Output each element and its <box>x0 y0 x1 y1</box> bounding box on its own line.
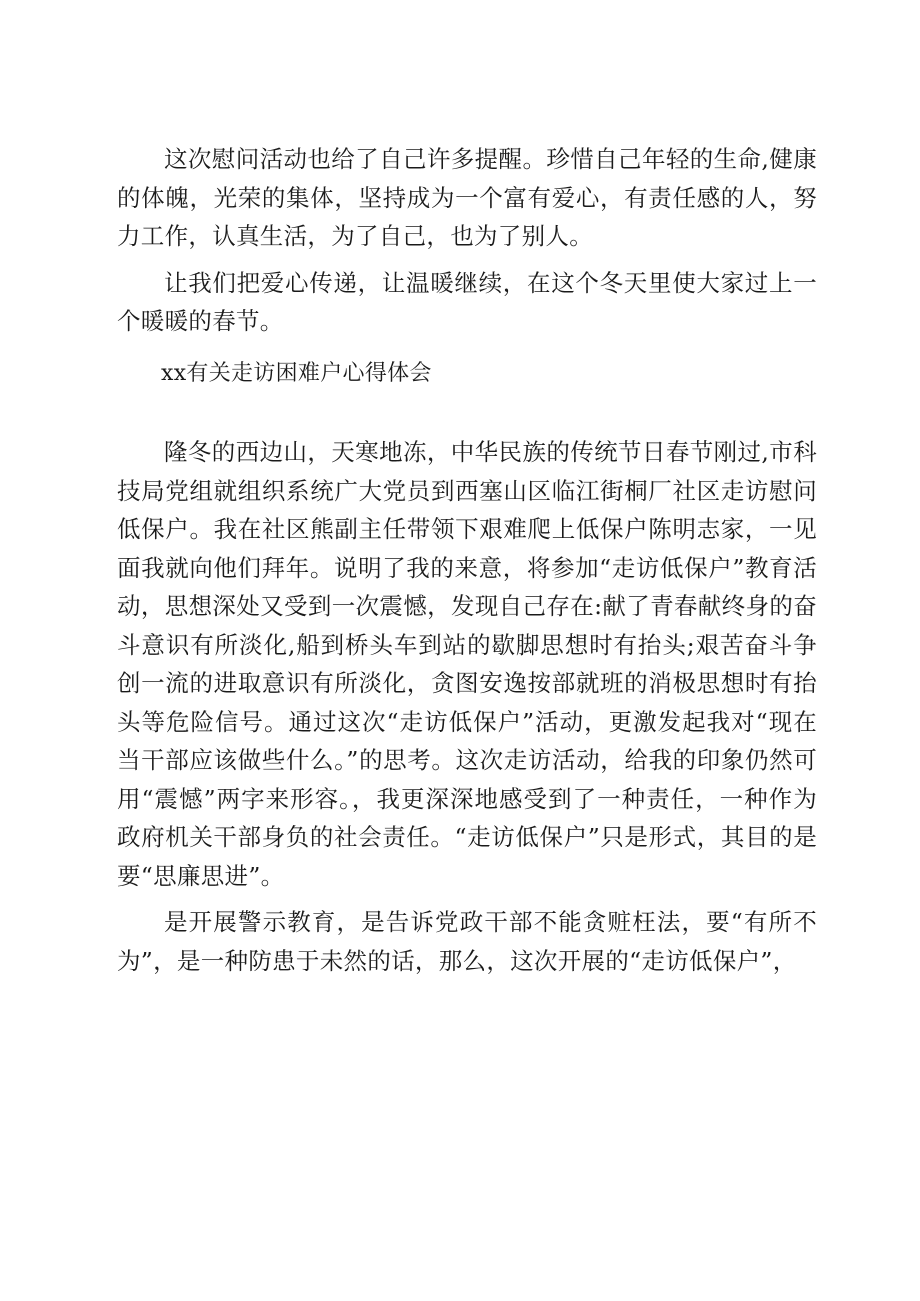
paragraph-warning-education: 是开展警示教育，是告诉党政干部不能贪赃枉法，要“有所不为”，是一种防患于未然的话，那么，这次开展的“走访低保户”， <box>117 908 817 975</box>
paragraph-love-warmth: 让我们把爱心传递，让温暖继续，在这个冬天里使大家过上一个暖暖的春节。 <box>117 268 817 335</box>
paragraph-visit-account: 隆冬的西边山，天寒地冻，中华民族的传统节日春节刚过,市科技局党组就组织系统广大党员到西塞山区临江街桐厂社区走访慰问低保户。我在社区熊副主任带领下艰难爬上低保户陈明志家，一见面我就向他们拜年。说明了我的来意，将参加“走访低保户”教育活动，思想深处又受到一次震憾，发现自己存在:献了青春献终身的奋斗意识有所淡化,船到桥头车到站的歇脚思想时有抬头;艰苦奋斗争创一流的进取意识有所淡化，贪图安逸按部就班的消极思想时有抬头等危险信号。通过这次“走访低保户”活动，更激发起我对“现在当干部应该做些什么。”的思考。这次走访活动，给我的印象仍然可用“震憾”两字来形容。，我更深深地感受到了一种责任，一种作为政府机关干部身负的社会责任。“走访低保户”只是形式，其目的是要“思廉思进”。 <box>117 438 817 890</box>
section-heading: xx有关走访困难户心得体会 <box>161 360 432 386</box>
paragraph-reminder: 这次慰问活动也给了自己许多提醒。珍惜自己年轻的生命,健康的体魄，光荣的集体，坚持成为一个富有爱心，有责任感的人，努力工作，认真生活，为了自己，也为了别人。 <box>117 145 817 250</box>
document-body <box>117 140 817 980</box>
